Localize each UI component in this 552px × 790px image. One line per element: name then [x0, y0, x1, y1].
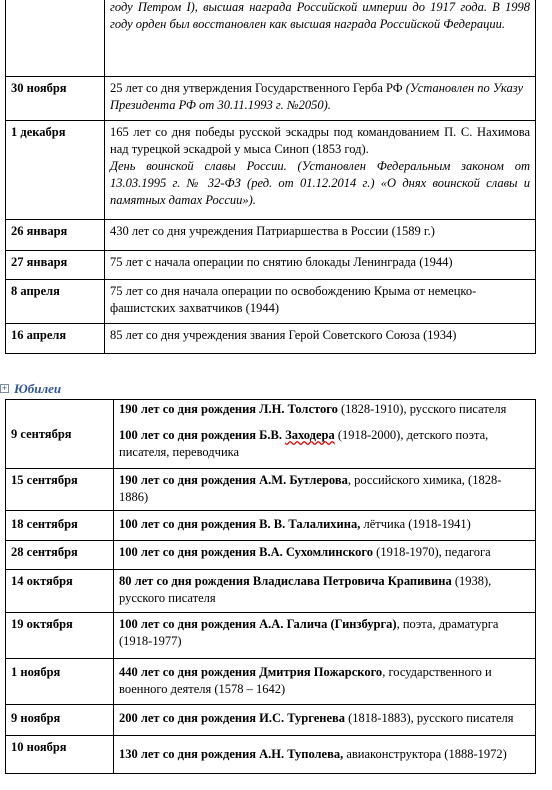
event-details: , государственного и военного деятеля (1578 – 1642): [119, 665, 492, 696]
event-details: , поэта, драматурга (1918-1977): [119, 617, 499, 648]
date-cell: 14 октября: [6, 570, 114, 613]
event-lead: 200 лет со дня рождения: [119, 711, 260, 725]
date-cell: 10 ноября: [6, 736, 114, 774]
event-lead: 190 лет со дня рождения: [119, 402, 260, 416]
event-cell: [114, 469, 536, 511]
table-row: [6, 251, 536, 280]
event-cell: [114, 736, 536, 774]
event-cell: [114, 613, 536, 659]
event-details: авиаконструктора (1888-1972): [343, 747, 507, 761]
event-cell: 85 лет со дня учреждения звания Герой Советского Союза (1934): [105, 324, 536, 354]
table-row: [6, 77, 536, 121]
table-row: [6, 469, 536, 511]
event-details: , российского химика, (1828-1886): [119, 473, 502, 504]
dates-table: [5, 0, 536, 354]
date-cell: 8 апреля: [6, 280, 105, 324]
event-details: (1828-1910), русского писателя: [337, 402, 507, 416]
event-cell: [114, 511, 536, 541]
event-details: (1818-1883), русского писателя: [345, 711, 514, 725]
event-details: (1918-1970), педагога: [373, 545, 491, 559]
event-cell: [114, 659, 536, 705]
event-details: лётчика (1918-1941): [360, 517, 471, 531]
date-cell: 1 декабря: [6, 121, 105, 220]
event-lead: 130 лет со дня рождения: [119, 747, 260, 761]
date-cell: 15 сентября: [6, 469, 114, 511]
event-cell: [114, 705, 536, 736]
table-row: [6, 570, 536, 613]
table-row: [6, 541, 536, 570]
event-text: [119, 401, 530, 418]
table-row: [6, 736, 536, 774]
event-lead: 100 лет со дня рождения: [119, 545, 260, 559]
event-lead: 80 лет со дня рождения: [119, 574, 253, 588]
table-row: [6, 613, 536, 659]
event-cell: [114, 570, 536, 613]
date-cell: 16 апреля: [6, 324, 105, 354]
person-name: И.С. Тургенева: [259, 711, 346, 725]
person-name: Владислава Петровича Крапивина: [252, 574, 452, 588]
event-cell: [114, 541, 536, 570]
date-cell: 28 сентября: [6, 541, 114, 570]
table-row: [6, 220, 536, 251]
event-note: (Установлен по Указу Президента РФ от 30.11.1993 г. №2050).: [110, 81, 524, 112]
event-lead: 440 лет со дня рождения: [119, 665, 260, 679]
table-row: [6, 511, 536, 541]
event-text: [119, 427, 530, 461]
event-details: (1918-2000), детского поэта, писателя, переводчика: [119, 428, 489, 459]
date-cell: 30 ноября: [6, 77, 105, 121]
date-cell: 26 января: [6, 220, 105, 251]
table-row: [6, 280, 536, 324]
event-lead: 100 лет со дня рождения: [119, 517, 260, 531]
event-cell: [105, 77, 536, 121]
table-row: [6, 121, 536, 220]
person-name: Заходера: [285, 428, 335, 442]
event-lead: 100 лет со дня рождения Б.В.: [119, 428, 286, 442]
table-row: [6, 705, 536, 736]
date-cell: 19 октября: [6, 613, 114, 659]
event-lead: 190 лет со дня рождения: [119, 473, 260, 487]
event-cell: 75 лет со дня начала операции по освобождению Крыма от немецко-фашистских захватчиков (1944): [105, 280, 536, 324]
event-cell: [114, 400, 536, 469]
event-lead: 100 лет со дня рождения: [119, 617, 260, 631]
table-row: [6, 659, 536, 705]
table-move-handle-icon[interactable]: +: [1, 384, 8, 392]
date-cell: 18 сентября: [6, 511, 114, 541]
person-name: В. В. Талалихина,: [259, 517, 361, 531]
event-cell: 430 лет со дня учреждения Патриаршества в России (1589 г.): [105, 220, 536, 251]
date-cell: 9 ноября: [6, 705, 114, 736]
jubilees-table: [5, 399, 536, 774]
date-cell: 1 ноября: [6, 659, 114, 705]
person-name: В.А. Сухомлинского: [259, 545, 374, 559]
person-name: Л.Н. Толстого: [259, 402, 338, 416]
person-name: А.А. Галича (Гинзбурга): [259, 617, 397, 631]
person-name: А.М. Бутлерова: [259, 473, 348, 487]
date-cell: [6, 0, 105, 77]
date-cell: 27 января: [6, 251, 105, 280]
section-title: Юбилеи: [14, 381, 62, 396]
table-row: [6, 324, 536, 354]
event-details: (1938), русского писателя: [119, 574, 492, 605]
table-row: [6, 400, 536, 469]
event-text: 165 лет со дня победы русской эскадры под командованием П. С. Нахимова над турецкой эскадрой у мыса Синоп (1853 год).: [110, 125, 530, 156]
person-name: А.Н. Туполева,: [259, 747, 344, 761]
event-note: День воинской славы России. (Установлен Федеральным законом от 13.03.1995 г. № 32-ФЗ (ред. от 01.12.2014 г.) «О днях воинской славы и памятных датах России»).: [110, 159, 530, 207]
date-cell: 9 сентября: [6, 400, 114, 469]
event-cell: [105, 121, 536, 220]
event-text: 25 лет со дня утверждения Государственного Герба РФ: [110, 81, 403, 95]
event-cell: году Петром I), высшая награда Российской империи до 1917 года. В 1998 году орден был восстановлен как высшая награда Российской Федерации.: [105, 0, 536, 77]
event-cell: 75 лет с начала операции по снятию блокады Ленинграда (1944): [105, 251, 536, 280]
person-name: Дмитрия Пожарского: [259, 665, 383, 679]
table-row: [6, 0, 536, 77]
